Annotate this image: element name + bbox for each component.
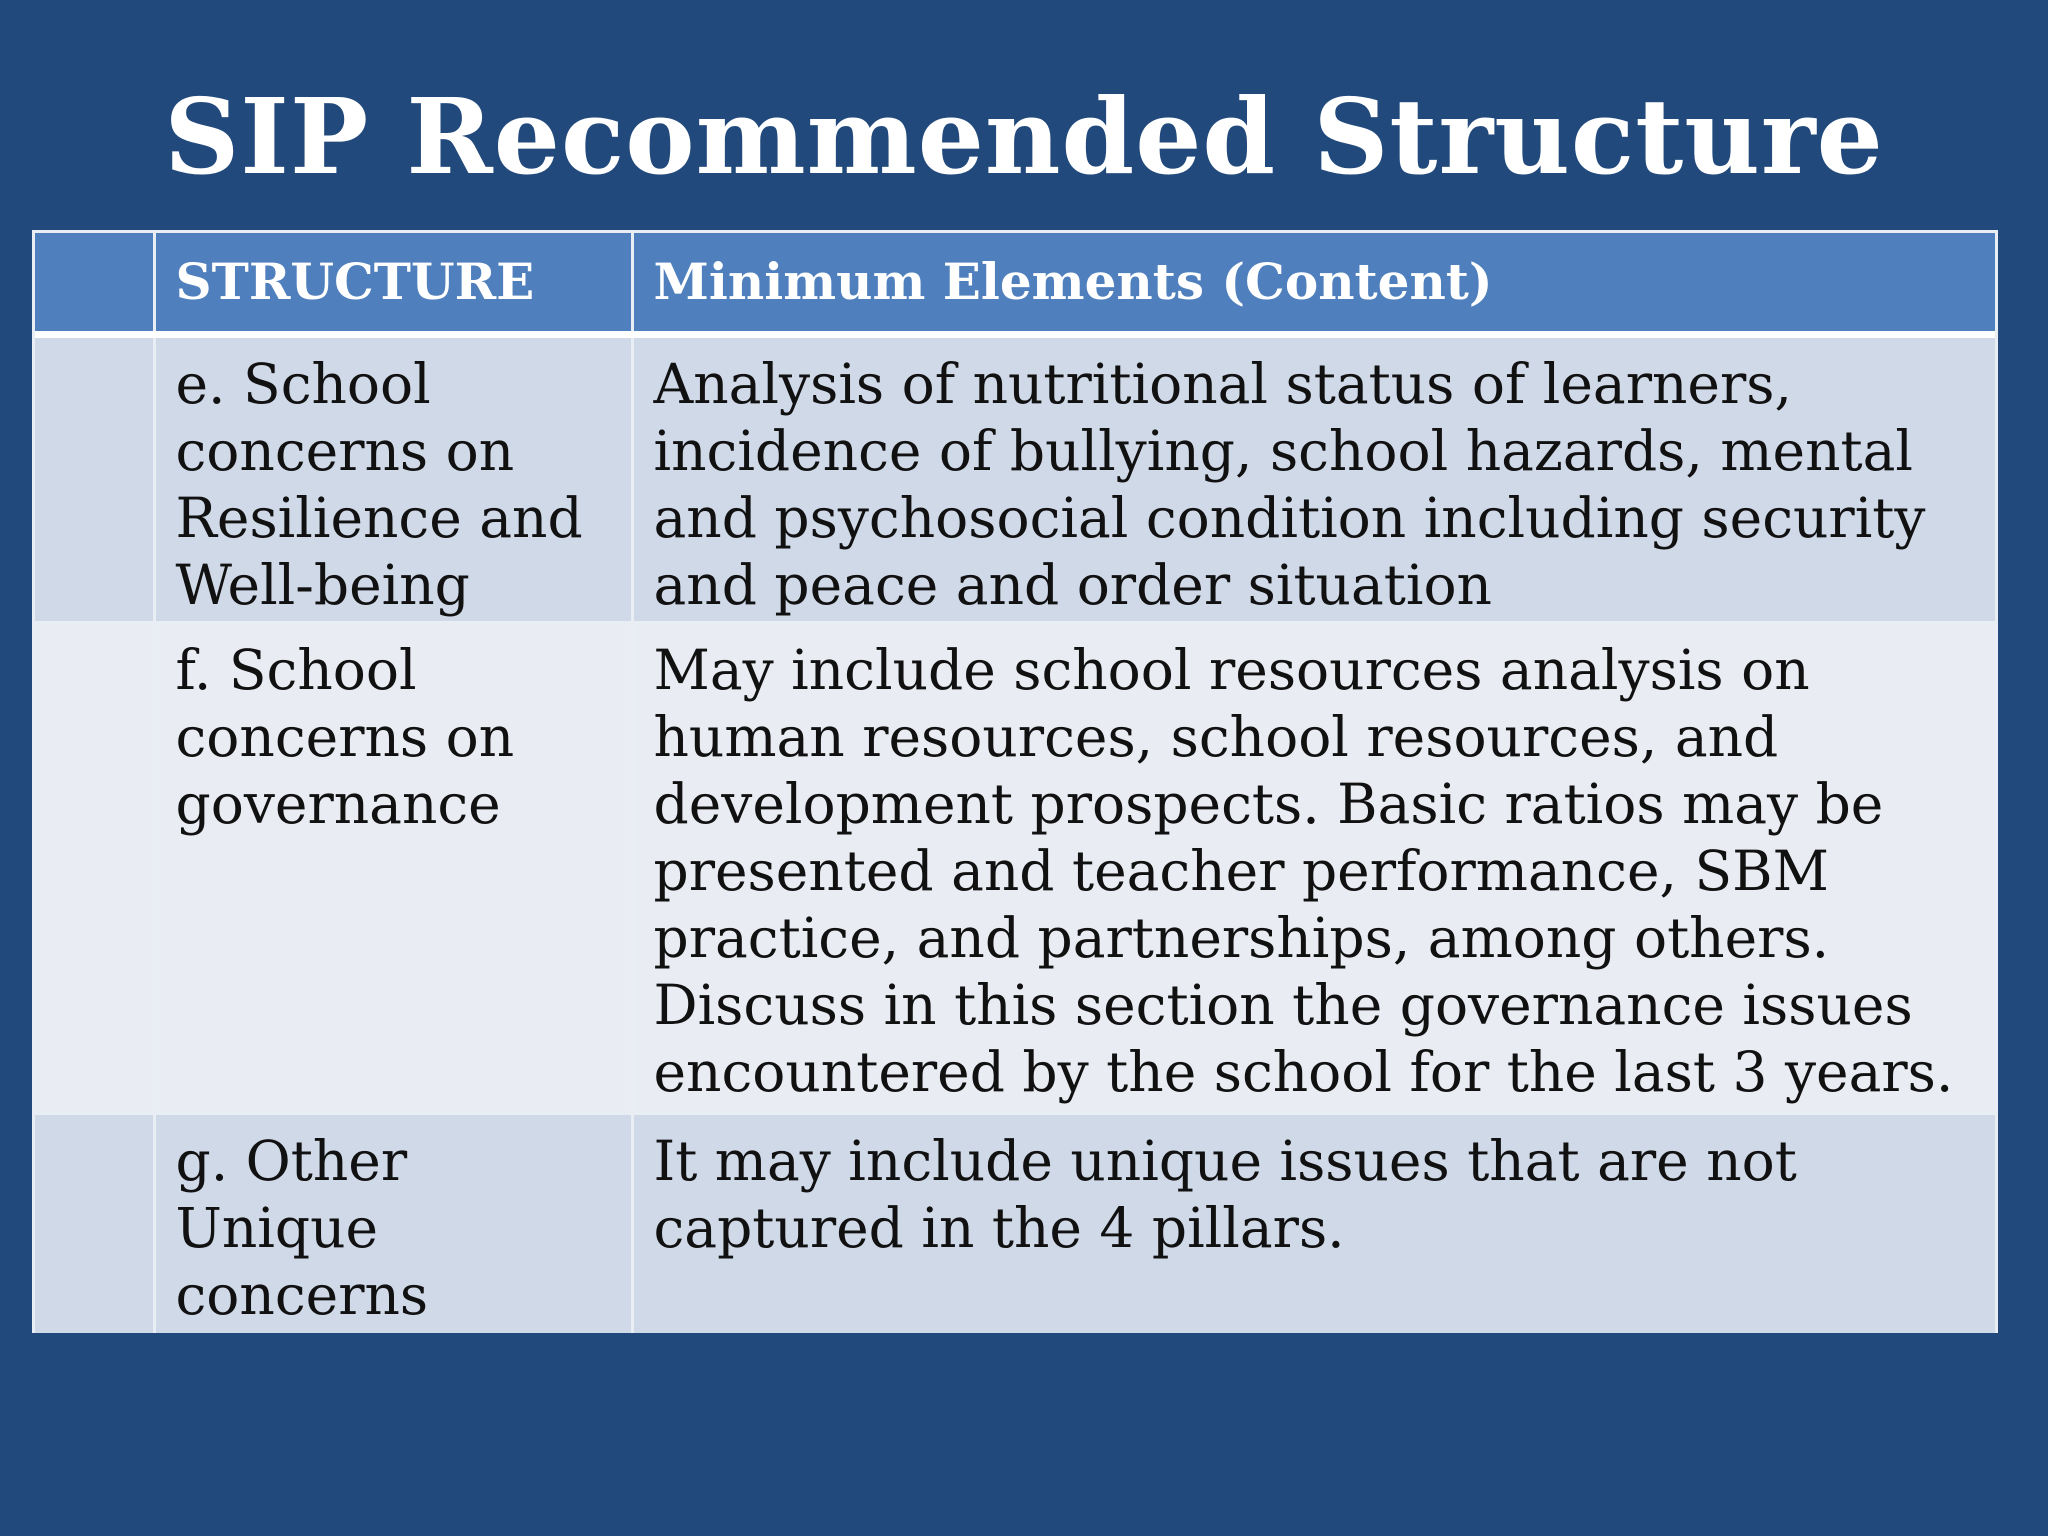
table-row: [35, 623, 1995, 1114]
row-blank-cell: [35, 623, 154, 1114]
table-row: [35, 1114, 1995, 1333]
structure-table-container: [32, 230, 1998, 1333]
structure-cell: [154, 335, 632, 623]
structure-cell: [154, 1114, 632, 1333]
row-blank-cell: [35, 1114, 154, 1333]
content-cell: [632, 1114, 1995, 1333]
content-cell: [632, 335, 1995, 623]
content-text: It may include unique issues that are not captured in the 4 pillars.: [653, 1129, 1797, 1260]
structure-table: [35, 233, 1995, 1333]
row-blank-cell: [35, 335, 154, 623]
slide-title: SIP Recommended Structure: [164, 75, 1884, 198]
content-cell: [632, 623, 1995, 1114]
table-header-row: [35, 233, 1995, 335]
content-text: May include school resources analysis on human resources, school resources, and development prospects. Basic ratios may be presented and teacher performance, SBM practice, and partnerships, among others. Discuss in this section the governance issues encountered by the school for the last 3 years.: [653, 638, 1954, 1104]
header-structure: STRUCTURE: [154, 233, 632, 335]
structure-cell: [154, 623, 632, 1114]
content-text: Analysis of nutritional status of learners, incidence of bullying, school hazards, mental and psychosocial condition including security and peace and order situation: [653, 352, 1926, 617]
table-row: [35, 335, 1995, 623]
header-content: Minimum Elements (Content): [632, 233, 1995, 335]
structure-text: g. Other Unique concerns: [175, 1129, 429, 1327]
structure-text: f. School concerns on governance: [175, 638, 515, 836]
structure-text: e. School concerns on Resilience and Well-being: [175, 352, 583, 617]
header-blank-cell: [35, 233, 154, 335]
